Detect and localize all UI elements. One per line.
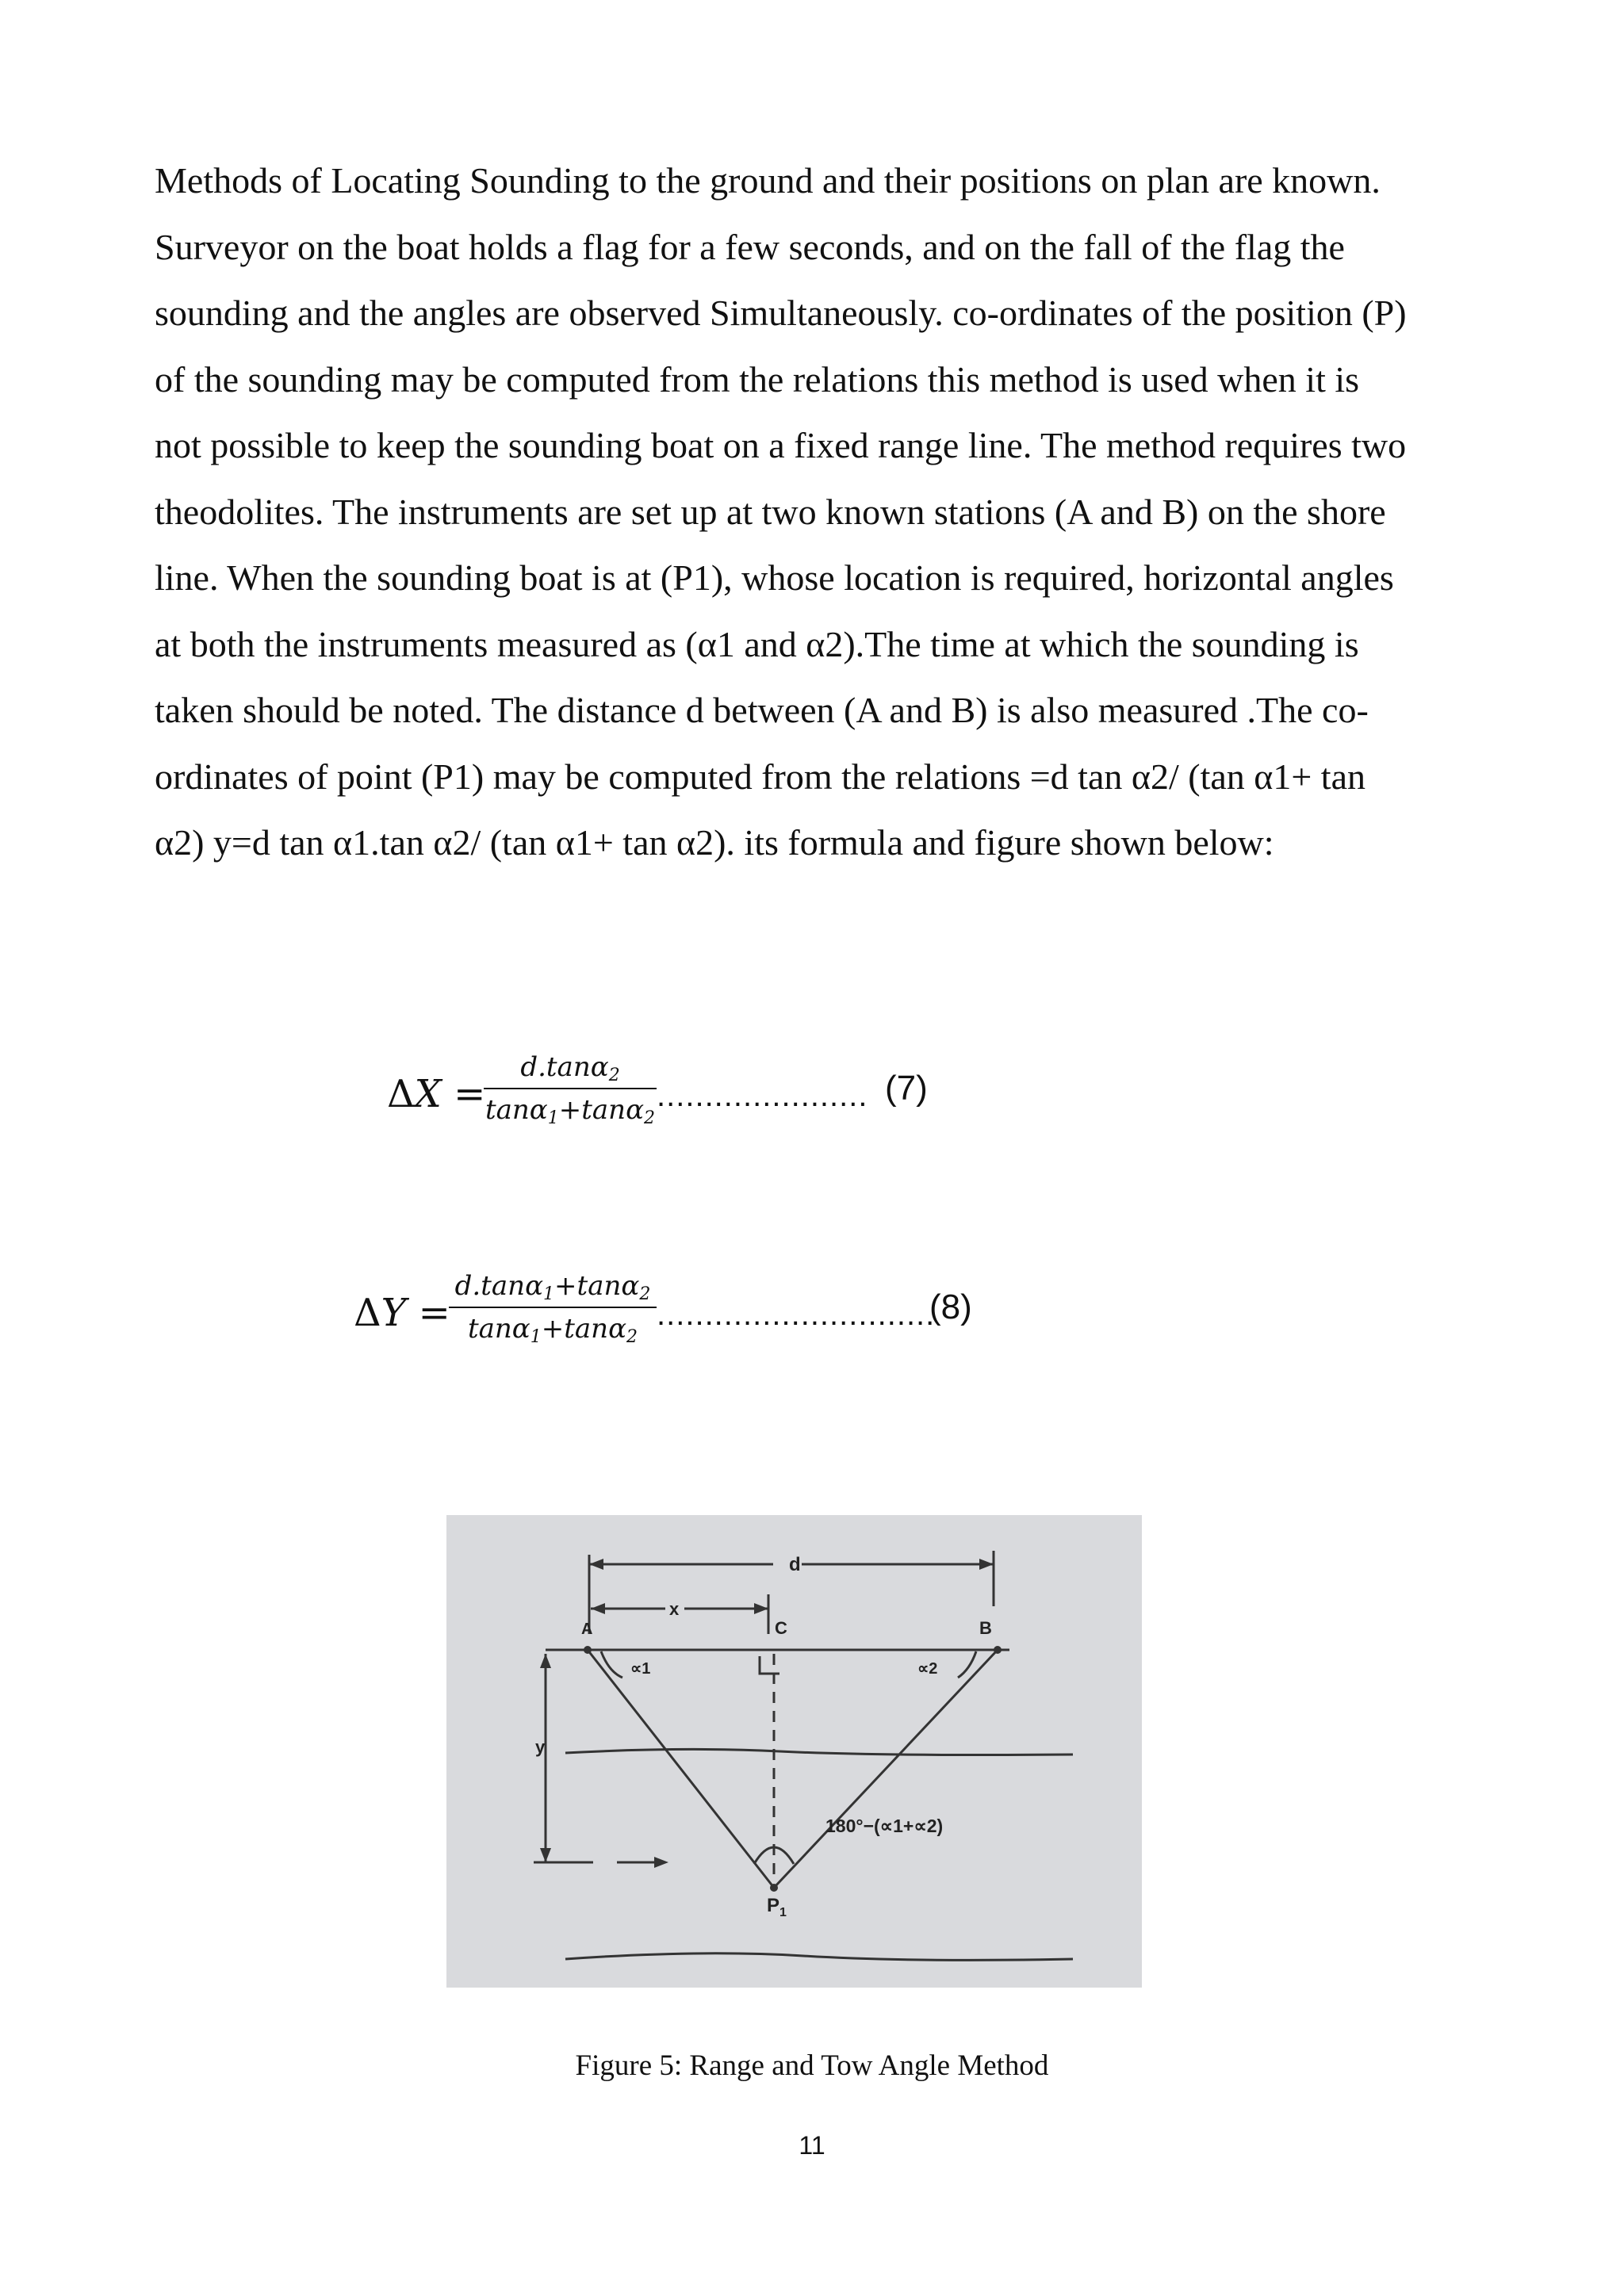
line-b-p1 [774, 1650, 998, 1888]
label-alpha1: ∝1 [630, 1660, 651, 1678]
y-arrow-bottom [540, 1848, 551, 1862]
label-y: y [535, 1737, 546, 1757]
line-a-p1 [588, 1650, 774, 1888]
boat-arrow-head [654, 1857, 668, 1868]
label-alpha2: ∝2 [917, 1660, 938, 1678]
fraction-numerator: d.tanα$_2$ [520, 1051, 620, 1085]
range-two-angle-figure [446, 1515, 1142, 1988]
body-paragraph [155, 147, 1487, 876]
equation-lhs: ΔY = [354, 1291, 450, 1335]
label-b: B [979, 1618, 992, 1638]
p1-point [770, 1884, 778, 1892]
equation-number: (8) [929, 1288, 972, 1326]
equation-8 [354, 1265, 988, 1353]
station-b-point [994, 1646, 1002, 1654]
d-arrow-left [589, 1559, 603, 1570]
station-a-point [584, 1646, 592, 1654]
label-d: d [789, 1554, 801, 1575]
label-c: C [775, 1618, 787, 1638]
label-p1-angle: 180°−(∝1+∝2) [825, 1816, 944, 1836]
figure-caption: Figure 5: Range and Tow Angle Method [575, 2049, 1049, 2082]
body-line: ordinates of point (P1) may be computed from the relations =d tan α2/ (tan α1+ tan [155, 756, 1366, 797]
fraction-denominator: tanα$_1$+tanα$_2$ [485, 1094, 656, 1128]
equation-lhs: ΔX = [387, 1072, 486, 1116]
body-line: α2) y=d tan α1.tan α2/ (tan α1+ tan α2). its formula and figure shown below: [155, 822, 1274, 863]
water-line-upper [565, 1749, 1073, 1755]
label-a: A [581, 1621, 593, 1638]
equation-fraction [484, 1047, 657, 1131]
fraction-denominator: tanα$_1$+tanα$_2$ [467, 1313, 638, 1347]
equation-number: (7) [885, 1069, 928, 1108]
alpha1-arc [601, 1651, 622, 1678]
equation-leader: ...................... [657, 1078, 868, 1113]
fraction-numerator: d.tanα$_1$+tanα$_2$ [454, 1270, 651, 1304]
page-number: 11 [799, 2131, 825, 2160]
body-line: Methods of Locating Sounding to the ground and their positions on plan are known. [155, 160, 1381, 201]
body-line: Surveyor on the boat holds a flag for a few seconds, and on the fall of the flag the [155, 226, 1345, 267]
body-line: theodolites. The instruments are set up at two known stations (A and B) on the shore [155, 491, 1386, 532]
body-line: not possible to keep the sounding boat on a fixed range line. The method requires two [155, 425, 1407, 465]
body-line: taken should be noted. The distance d between (A and B) is also measured .The co- [155, 690, 1369, 730]
equation-fraction [449, 1265, 657, 1349]
x-arrow-left [591, 1603, 605, 1614]
water-line-lower [565, 1954, 1073, 1961]
body-line: line. When the sounding boat is at (P1), whose location is required, horizontal angles [155, 557, 1394, 598]
d-arrow-right [979, 1559, 994, 1570]
body-line: sounding and the angles are observed Simultaneously. co-ordinates of the position (P) [155, 293, 1407, 333]
right-angle-mark [760, 1656, 779, 1674]
body-line: of the sounding may be computed from the relations this method is used when it is [155, 358, 1360, 400]
label-p1: $P_1$ [767, 1895, 787, 1919]
label-x: x [669, 1599, 680, 1619]
alpha2-arc [958, 1651, 976, 1678]
y-arrow-top [540, 1654, 551, 1668]
equation-7 [387, 1047, 942, 1134]
body-line: at both the instruments measured as (α1 and α2).The time at which the sounding is [155, 623, 1359, 664]
figure-diagram [446, 1515, 1142, 1988]
equation-leader: ............................. [657, 1297, 936, 1332]
x-arrow-right [754, 1603, 768, 1614]
